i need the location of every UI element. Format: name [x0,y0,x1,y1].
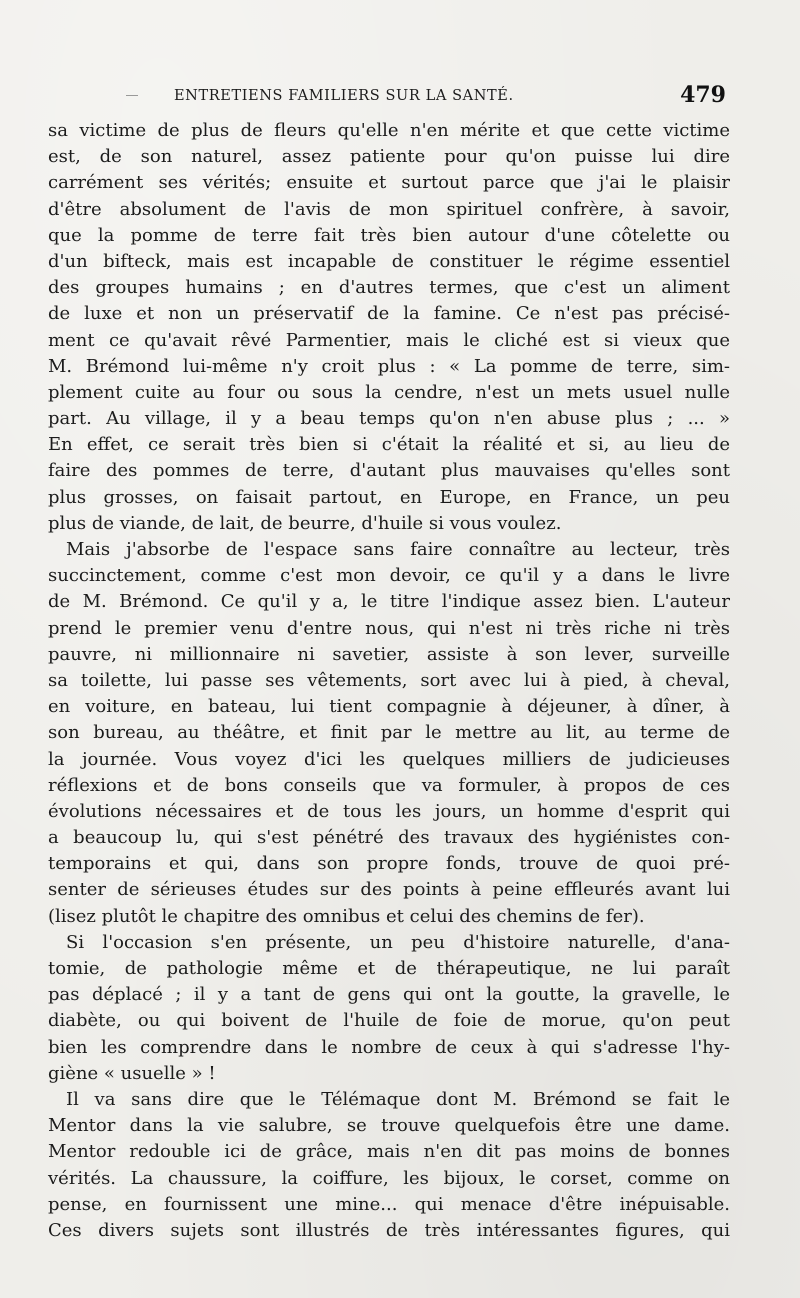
text-line: plement cuite au four ou sous la cendre, n'est un mets usuel nulle [48,381,730,403]
text-line: senter de sérieuses études sur des points à peine effleurés avant lui [48,879,730,901]
text-line: de luxe et non un préservatif de la famine. Ce n'est pas précisé- [48,303,730,325]
text-line: Ces divers sujets sont illustrés de très intéressantes figures, qui [48,1219,730,1241]
text-line: Si l'occasion s'en présente, un peu d'histoire naturelle, d'ana- [66,931,730,953]
text-line: Mentor redouble ici de grâce, mais n'en dit pas moins de bonnes [48,1141,730,1163]
text-line: sa toilette, lui passe ses vêtements, sort avec lui à pied, à cheval, [48,669,730,691]
header-dash [126,95,138,96]
text-line: des groupes humains ; en d'autres termes, que c'est un aliment [48,277,730,299]
text-line: carrément ses vérités; ensuite et surtout parce que j'ai le plaisir [48,172,730,194]
page-number: 479 [680,82,726,108]
text-line: pauvre, ni millionnaire ni savetier, assiste à son lever, surveille [48,643,730,665]
text-line: giène « usuelle » ! [48,1062,216,1084]
text-line: Il va sans dire que le Télémaque dont M. Brémond se fait le [66,1088,730,1110]
running-head: ENTRETIENS FAMILIERS SUR LA SANTÉ. [174,88,514,104]
text-line: pense, en fournissent une mine... qui menace d'être inépuisable. [48,1193,730,1215]
text-line: bien les comprendre dans le nombre de ceux à qui s'adresse l'hy- [48,1036,730,1058]
text-line: M. Brémond lui-même n'y croit plus : « La pomme de terre, sim- [48,355,730,377]
text-line: Mais j'absorbe de l'espace sans faire connaître au lecteur, très [66,539,730,560]
text-line: son bureau, au théâtre, et finit par le mettre au lit, au terme de [48,722,730,744]
text-line: a beaucoup lu, qui s'est pénétré des travaux des hygiénistes con- [48,827,730,849]
text-line: vérités. La chaussure, la coiffure, les bijoux, le corset, comme on [48,1167,730,1189]
text-line: en voiture, en bateau, lui tient compagnie à déjeuner, à dîner, à [48,696,730,718]
text-line: d'un bifteck, mais est incapable de constituer le régime essentiel [48,250,730,272]
text-line: Mentor dans la vie salubre, se trouve quelquefois être une dame. [48,1115,730,1137]
text-line: (lisez plutôt le chapitre des omnibus et celui des chemins de fer). [48,905,645,927]
text-line: diabète, ou qui boivent de l'huile de foie de morue, qu'on peut [48,1010,730,1032]
text-line: En effet, ce serait très bien si c'était la réalité et si, au lieu de [48,434,730,456]
text-line: sa victime de plus de fleurs qu'elle n'en mérite et que cette victime [48,120,730,141]
text-line: part. Au village, il y a beau temps qu'on n'en abuse plus ; ... » [48,408,730,430]
text-line: pas déplacé ; il y a tant de gens qui ont la goutte, la gravelle, le [48,984,730,1006]
text-line: la journée. Vous voyez d'ici les quelques milliers de judicieuses [48,748,730,770]
text-line: plus grosses, on faisait partout, en Europe, en France, un peu [48,486,730,508]
text-line: temporains et qui, dans son propre fonds, trouve de quoi pré- [48,853,730,875]
page-header [174,82,726,112]
text-line: tomie, de pathologie même et de thérapeutique, ne lui paraît [48,958,730,979]
text-line: évolutions nécessaires et de tous les jours, un homme d'esprit qui [48,800,730,822]
text-line: d'être absolument de l'avis de mon spirituel confrère, à savoir, [48,198,730,220]
text-line: réflexions et de bons conseils que va formuler, à propos de ces [48,774,730,796]
body-text [48,118,730,1244]
text-line: est, de son naturel, assez patiente pour qu'on puisse lui dire [48,146,730,168]
text-line: ment ce qu'avait rêvé Parmentier, mais le cliché est si vieux que [48,329,730,351]
text-line: succinctement, comme c'est mon devoir, ce qu'il y a dans le livre [48,565,730,587]
text-line: plus de viande, de lait, de beurre, d'huile si vous voulez. [48,512,562,534]
text-line: de M. Brémond. Ce qu'il y a, le titre l'indique assez bien. L'auteur [48,591,730,613]
text-line: faire des pommes de terre, d'autant plus mauvaises qu'elles sont [48,460,730,482]
text-line: prend le premier venu d'entre nous, qui n'est ni très riche ni très [48,617,730,639]
text-line: que la pomme de terre fait très bien autour d'une côtelette ou [48,224,730,246]
